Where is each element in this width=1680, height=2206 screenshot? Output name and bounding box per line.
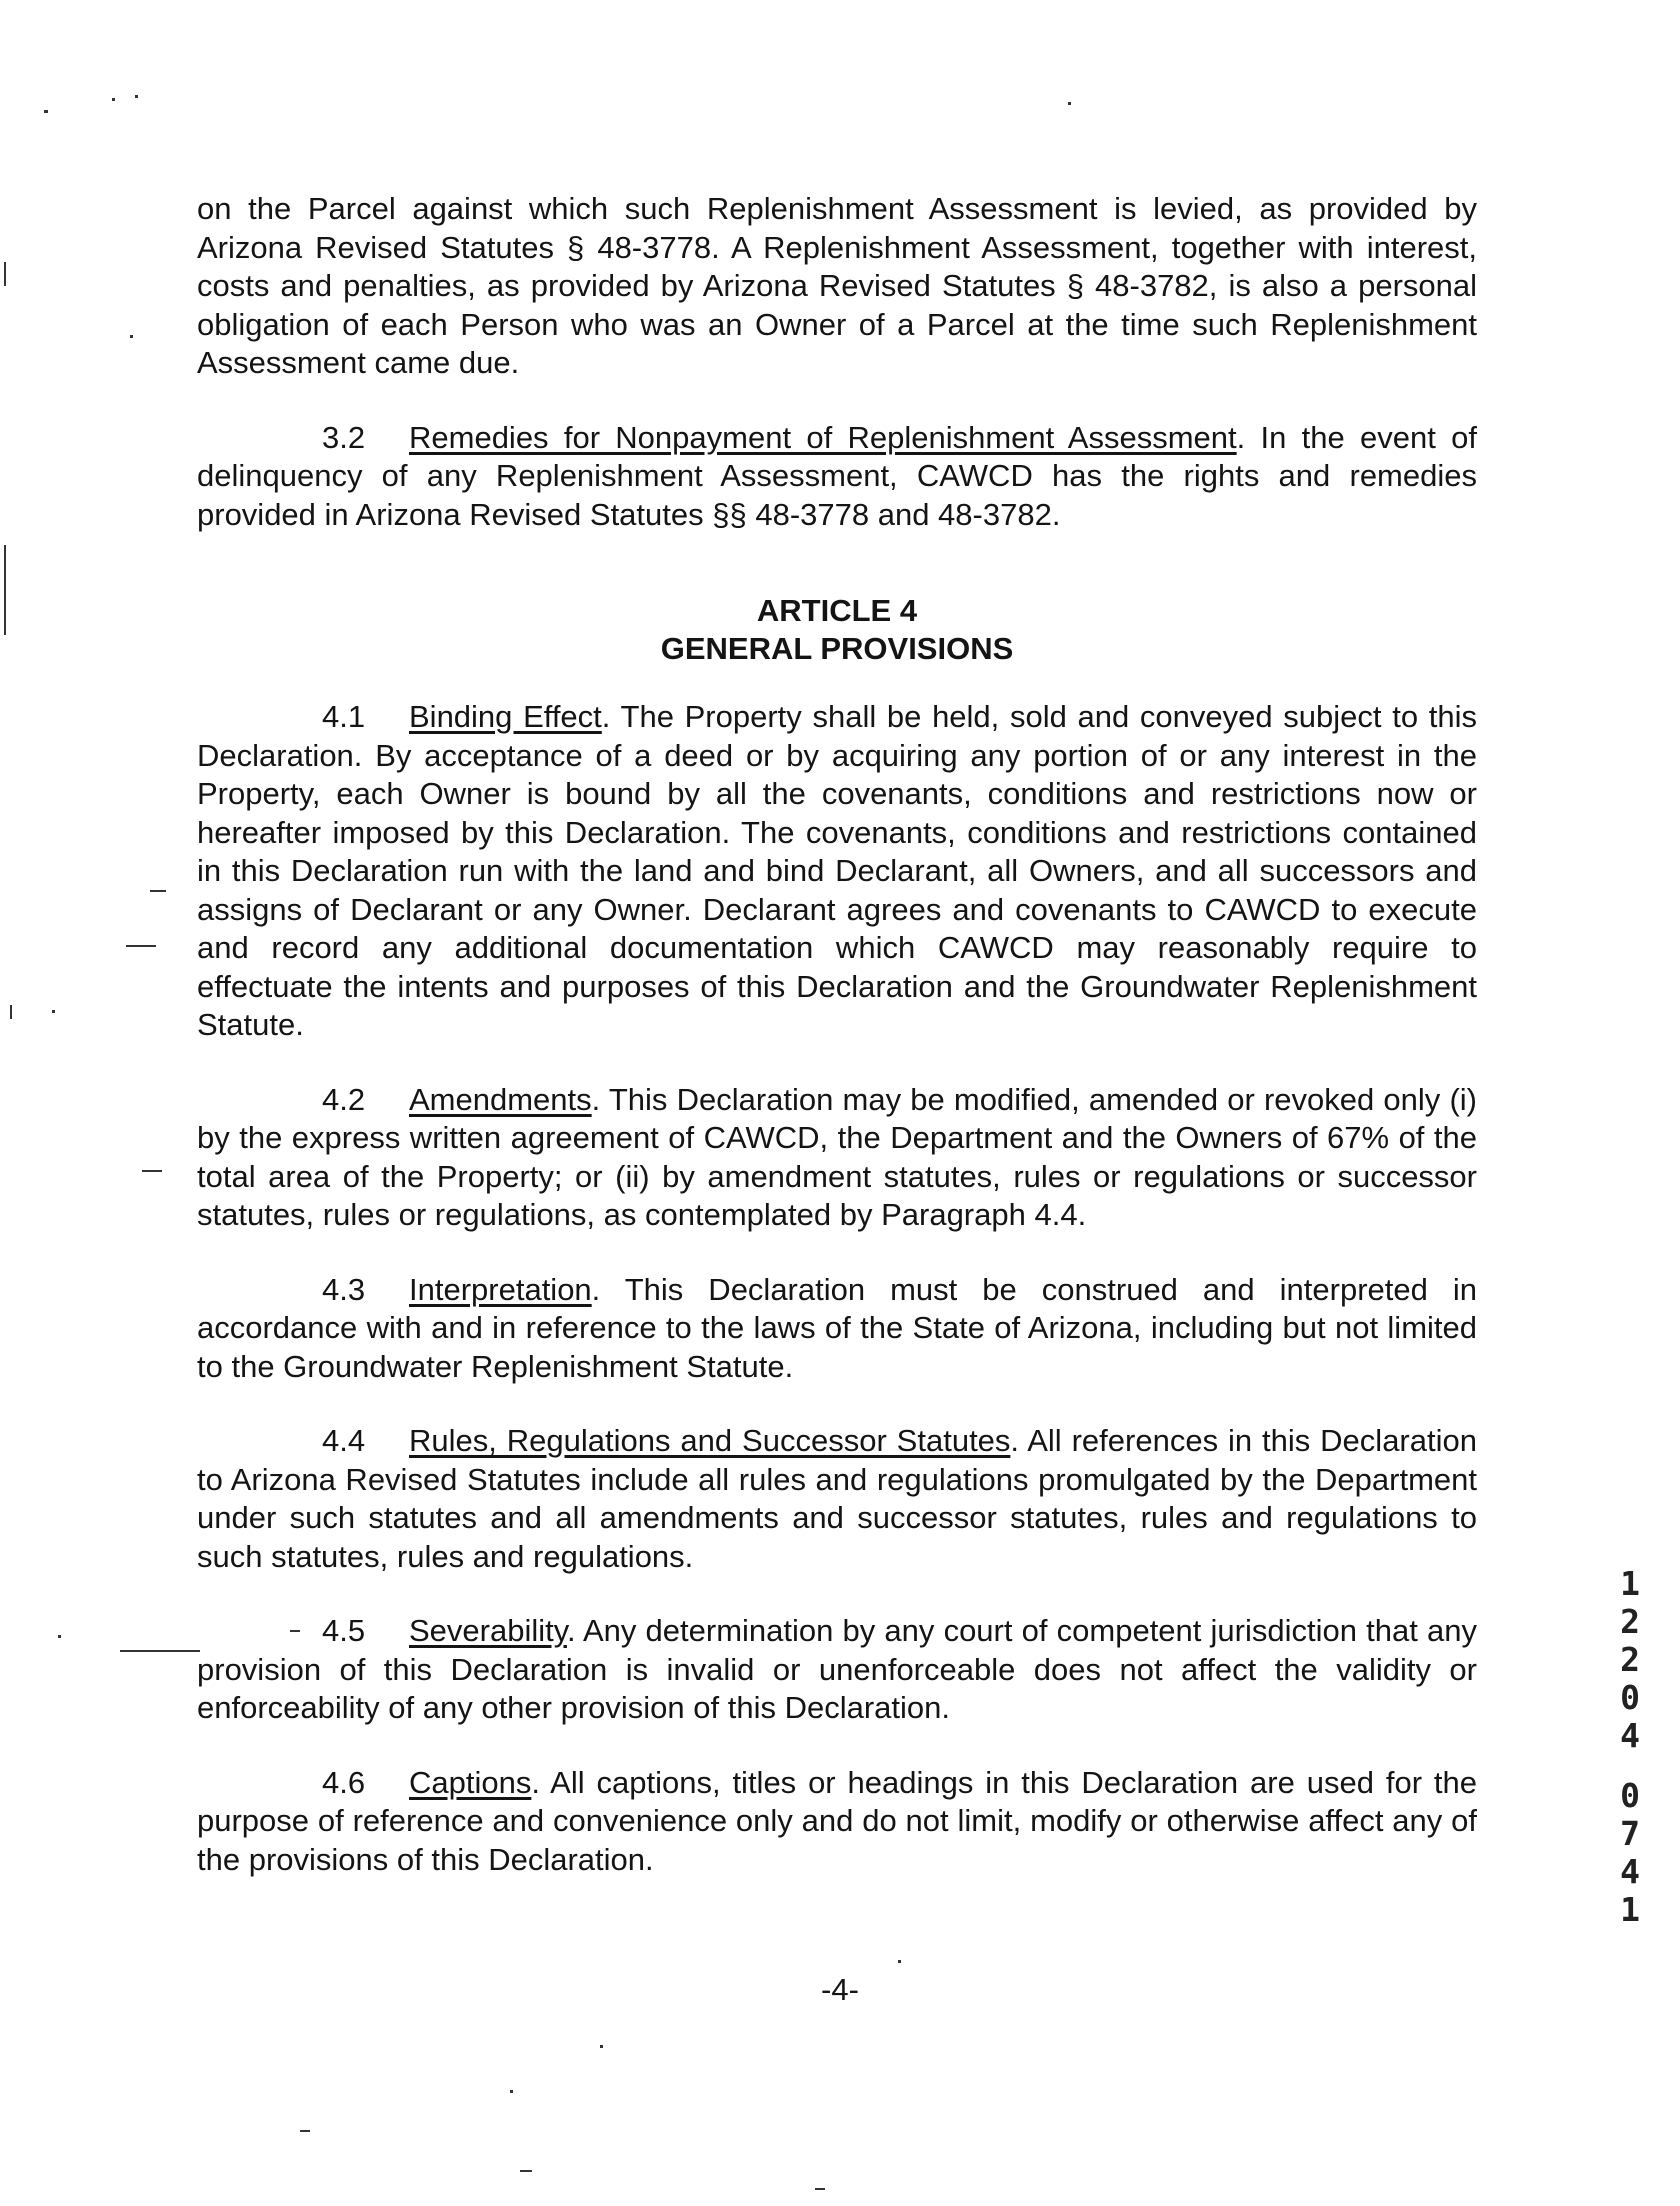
section-text: . All references in this Declaration to Arizona Revised Statutes include all rules and regulations promulgated by the Department under such statutes and all amendments and successor statutes, rules and regulations to such statutes, rules and regulations. xyxy=(197,1423,1477,1574)
scan-speck xyxy=(126,945,156,947)
section-number: 4.5 xyxy=(322,1613,366,1648)
intro-paragraph: on the Parcel against which such Replenishment Assessment is levied, as provided by Arizona Revised Statutes § 48-3778. A Replenishment Assessment, together with interest, costs and penalties, as provided by Arizona Revised Statutes § 48-3782, is also a personal obligation of each Person who was an Owner of a Parcel at the time such Replenishment Assessment came due. xyxy=(197,191,1477,380)
section-4-2 xyxy=(197,1081,1477,1235)
recording-digit: 2 xyxy=(1620,1602,1640,1641)
scan-speck xyxy=(300,2130,310,2132)
section-4-6 xyxy=(197,1764,1477,1880)
section-text: . All captions, titles or headings in this Declaration are used for the purpose of reference and convenience only and do not limit, modify or otherwise affect any of the provisions of this Declaration. xyxy=(197,1764,1477,1877)
section-heading: Interpretation xyxy=(409,1271,592,1307)
article-title: ARTICLE 4 xyxy=(756,593,918,628)
recording-digit: 0 xyxy=(1620,1678,1640,1717)
recording-digit: 2 xyxy=(1620,1640,1640,1679)
section-heading: Binding Effect xyxy=(409,699,602,734)
scan-speck xyxy=(150,890,166,892)
scan-speck xyxy=(135,95,138,98)
section-number: 4.2 xyxy=(322,1081,366,1117)
scan-speck xyxy=(10,1005,12,1019)
section-heading: Remedies for Nonpayment of Replenishment Assessment xyxy=(409,419,1237,455)
scan-speck xyxy=(290,1630,300,1632)
section-heading: Severability xyxy=(409,1613,567,1648)
scan-speck xyxy=(58,1635,61,1638)
section-4-4 xyxy=(197,1422,1477,1576)
section-text: . This Declaration must be construed and interpreted in accordance with and in reference to the laws of the State of Arizona, including but not limited to the Groundwater Replenishment Statute. xyxy=(197,1271,1477,1384)
section-3-2 xyxy=(197,419,1477,535)
scan-speck xyxy=(1068,102,1071,105)
scan-speck xyxy=(898,1960,901,1963)
recording-digit: 0 xyxy=(1620,1776,1640,1815)
recording-digit: 7 xyxy=(1620,1814,1640,1853)
section-heading: Captions xyxy=(409,1764,532,1800)
scan-speck xyxy=(130,335,133,338)
scan-speck xyxy=(600,2045,603,2048)
section-text: . Any determination by any court of competent jurisdiction that any provision of this Declaration is invalid or unenforceable does not affect the validity or enforceability of any other provision of this Declaration. xyxy=(197,1613,1477,1725)
scan-speck xyxy=(52,1010,55,1013)
recording-digit: 4 xyxy=(1620,1716,1640,1755)
recording-digit: 1 xyxy=(1620,1890,1640,1929)
scan-speck xyxy=(44,110,48,113)
recording-gap xyxy=(1610,1755,1650,1777)
section-heading: Rules, Regulations and Successor Statutes xyxy=(409,1423,1011,1458)
recording-digit: 1 xyxy=(1620,1564,1640,1603)
scan-speck xyxy=(142,1170,162,1172)
section-4-1 xyxy=(197,698,1477,1045)
section-number: 4.4 xyxy=(322,1423,366,1458)
section-4-3 xyxy=(197,1271,1477,1387)
scan-speck xyxy=(4,545,6,635)
scan-speck xyxy=(4,262,6,286)
page-number: -4- xyxy=(821,1972,859,2007)
section-4-5 xyxy=(197,1612,1477,1728)
section-text: . This Declaration may be modified, amended or revoked only (i) by the express written agreement of CAWCD, the Department and the Owners of 67% of the total area of the Property; or (ii) by amendment statutes, rules or regulations or successor statutes, rules or regulations, as contemplated by Paragraph 4.4. xyxy=(197,1081,1477,1232)
section-number: 3.2 xyxy=(322,419,366,455)
scan-speck xyxy=(112,98,115,101)
scan-speck xyxy=(510,2090,513,2093)
scan-speck xyxy=(120,1650,200,1652)
scan-speck xyxy=(815,2188,825,2190)
article-heading xyxy=(197,592,1477,668)
section-text: . The Property shall be held, sold and conveyed subject to this Declaration. By acceptance of a deed or by acquiring any portion of or any interest in the Property, each Owner is bound by all the covenants, conditions and restrictions now or hereafter imposed by this Declaration. The covenants, conditions and restrictions contained in this Declaration run with the land and bind Declarant, all Owners, and all successors and assigns of Declarant or any Owner. Declarant agrees and covenants to CAWCD to execute and record any additional documentation which CAWCD may reasonably require to effectuate the intents and purposes of this Declaration and the Groundwater Replenishment Statute. xyxy=(197,699,1477,1042)
document-body xyxy=(197,190,1477,1915)
scan-speck xyxy=(520,2170,532,2172)
article-subtitle: GENERAL PROVISIONS xyxy=(660,631,1014,666)
section-number: 4.6 xyxy=(322,1764,366,1800)
section-number: 4.3 xyxy=(322,1271,366,1307)
section-heading: Amendments xyxy=(409,1081,592,1117)
section-number: 4.1 xyxy=(322,699,366,734)
recording-digit: 4 xyxy=(1620,1852,1640,1891)
recording-number xyxy=(1610,1565,1650,1929)
section-text: . In the event of delinquency of any Replenishment Assessment, CAWCD has the rights and remedies provided in Arizona Revised Statutes §§ 48-3778 and 48-3782. xyxy=(197,419,1477,532)
